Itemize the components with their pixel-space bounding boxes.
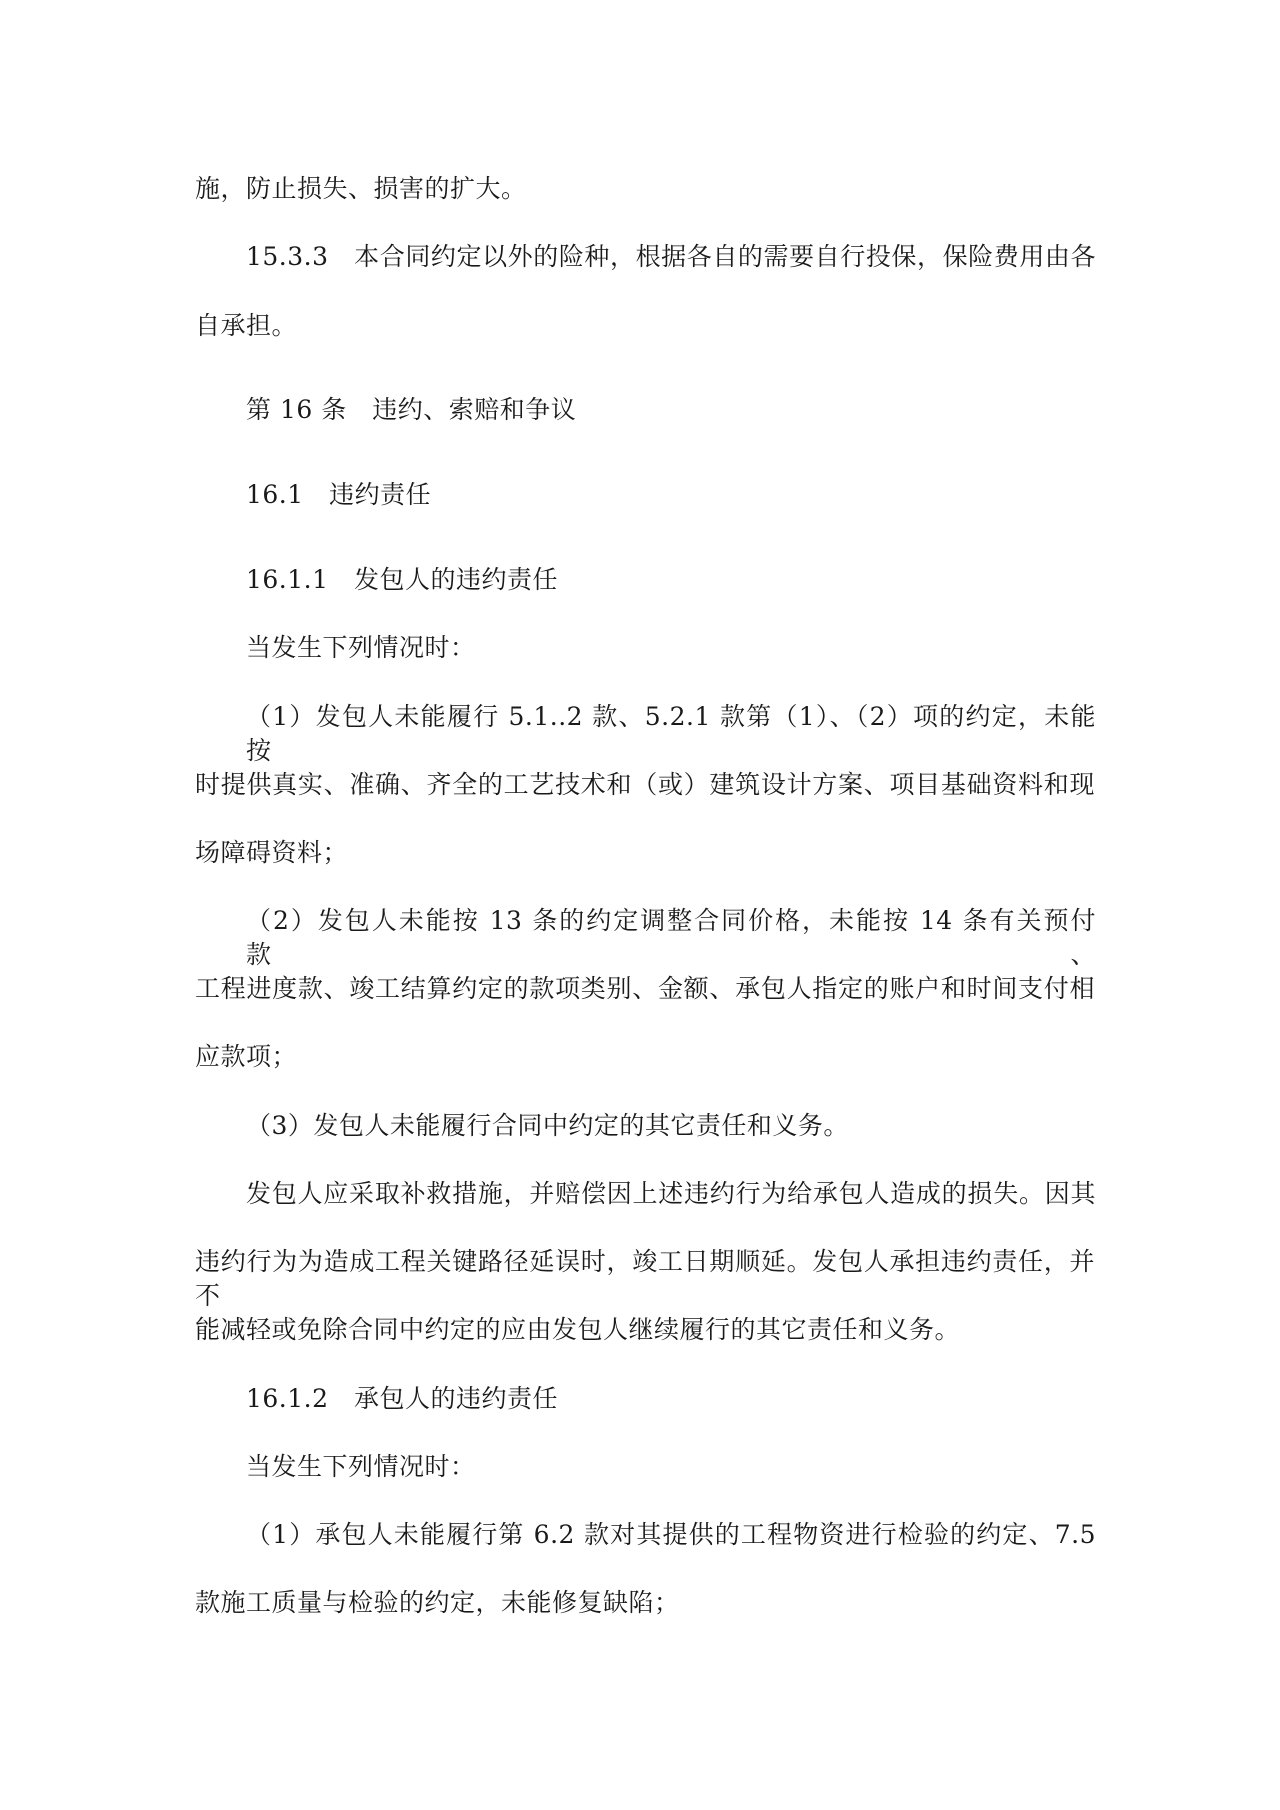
text-line: 自承担。 [195,311,298,340]
text-line: 场障碍资料； [195,838,349,867]
text-line: （2）发包人未能按 13 条的约定调整合同价格，未能按 14 条有关预付款、 [246,906,1096,969]
text-line: （3）发包人未能履行合同中约定的其它责任和义务。 [246,1111,849,1140]
text-line: 当发生下列情况时： [246,633,476,662]
text-line: 应款项； [195,1042,298,1071]
text-line: 发包人应采取补救措施，并赔偿因上述违约行为给承包人造成的损失。因其 [246,1179,1096,1208]
clause-heading: 16.1.2 承包人的违约责任 [246,1384,559,1413]
text-line: 施，防止损失、损害的扩大。 [195,174,527,203]
text-line: 当发生下列情况时： [246,1452,476,1481]
text-line: 能减轻或免除合同中约定的应由发包人继续履行的其它责任和义务。 [195,1315,961,1344]
subsection-heading: 16.1 违约责任 [246,480,432,509]
text-line: 违约行为为造成工程关键路径延误时，竣工日期顺延。发包人承担违约责任，并不 [195,1247,1095,1310]
text-line: 时提供真实、准确、齐全的工艺技术和（或）建筑设计方案、项目基础资料和现 [195,770,1095,799]
text-line: 15.3.3 本合同约定以外的险种，根据各自的需要自行投保，保险费用由各 [246,242,1096,271]
text-line: 款施工质量与检验的约定，未能修复缺陷； [195,1588,680,1617]
text-line: （1）承包人未能履行第 6.2 款对其提供的工程物资进行检验的约定、7.5 [246,1520,1096,1549]
clause-heading: 16.1.1 发包人的违约责任 [246,565,559,594]
section-heading: 第 16 条 违约、索赔和争议 [246,395,577,424]
text-line: （1）发包人未能履行 5.1..2 款、5.2.1 款第（1）、（2）项的约定，未能按 [246,702,1096,765]
text-line: 工程进度款、竣工结算约定的款项类别、金额、承包人指定的账户和时间支付相 [195,974,1095,1003]
